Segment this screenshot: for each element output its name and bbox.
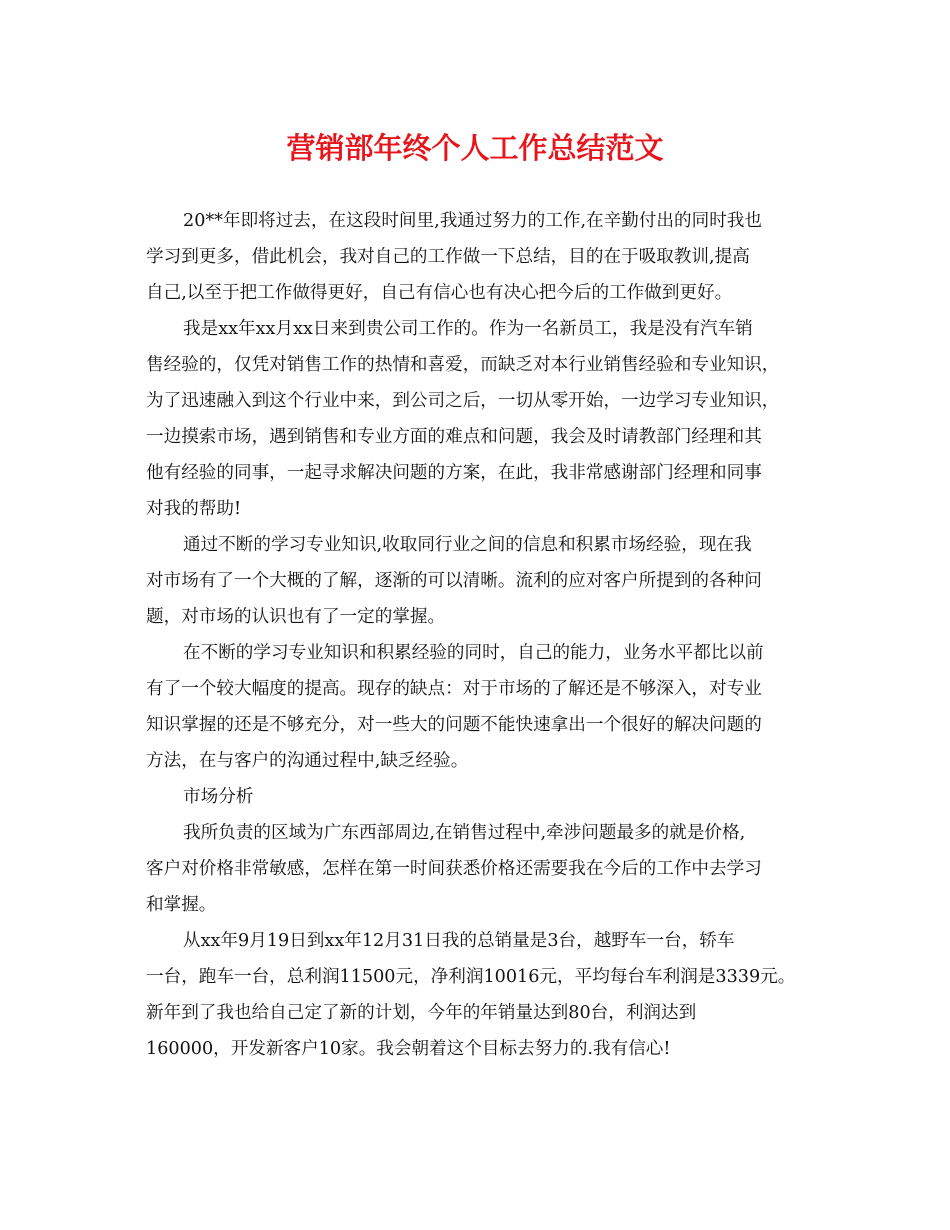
paragraph-line: 20**年即将过去，在这段时间里,我通过努力的工作,在辛勤付出的同时我也 [183,211,762,231]
paragraph-line: 通过不断的学习专业知识,收取同行业之间的信息和积累市场经验，现在我 [183,535,752,555]
paragraph-line: 我是xx年xx月xx日来到贵公司工作的。作为一名新员工，我是没有汽车销 [183,319,753,339]
paragraph-line: 有了一个较大幅度的提高。现存的缺点：对于市场的了解还是不够深入，对专业 [146,679,762,699]
paragraph-line: 我所负责的区域为广东西部周边,在销售过程中,牵涉问题最多的就是价格, [183,823,746,843]
paragraph-line: 160000，开发新客户10家。我会朝着这个目标去努力的.我有信心! [146,1039,671,1059]
paragraph-line: 客户对价格非常敏感，怎样在第一时间获悉价格还需要我在今后的工作中去学习 [146,859,762,879]
paragraph-line: 售经验的，仅凭对销售工作的热情和喜爱，而缺乏对本行业销售经验和专业知识， [146,355,780,375]
paragraph-line: 和掌握。 [146,895,217,915]
paragraph-line: 自己,以至于把工作做得更好，自己有信心也有决心把今后的工作做到更好。 [146,283,733,303]
paragraph-line: 一台，跑车一台，总利润11500元，净利润10016元，平均每台车利润是3339元。 [146,967,796,987]
paragraph-line: 知识掌握的还是不够充分，对一些大的问题不能快速拿出一个很好的解决问题的 [146,715,762,735]
paragraph-line: 对我的帮助! [146,499,242,519]
section-heading: 市场分析 [183,787,254,807]
document-title: 营销部年终个人工作总结范文 [286,131,664,165]
paragraph-line: 从xx年9月19日到xx年12月31日我的总销量是3台，越野车一台，轿车 [183,931,735,951]
paragraph-line: 他有经验的同事，一起寻求解决问题的方案，在此，我非常感谢部门经理和同事 [146,463,762,483]
paragraph-line: 为了迅速融入到这个行业中来，到公司之后，一切从零开始，一边学习专业知识， [146,391,780,411]
paragraph-line: 对市场有了一个大概的了解，逐渐的可以清晰。流利的应对客户所提到的各种问 [146,571,762,591]
paragraph-line: 在不断的学习专业知识和积累经验的同时，自己的能力，业务水平都比以前 [183,643,764,663]
paragraph-line: 题，对市场的认识也有了一定的掌握。 [146,607,446,627]
paragraph-line: 新年到了我也给自己定了新的计划，今年的年销量达到80台，利润达到 [146,1003,697,1023]
paragraph-line: 一边摸索市场，遇到销售和专业方面的难点和问题，我会及时请教部门经理和其 [146,427,762,447]
paragraph-line: 学习到更多，借此机会，我对自己的工作做一下总结，目的在于吸取教训,提高 [146,247,750,267]
paragraph-line: 方法，在与客户的沟通过程中,缺乏经验。 [146,751,469,771]
